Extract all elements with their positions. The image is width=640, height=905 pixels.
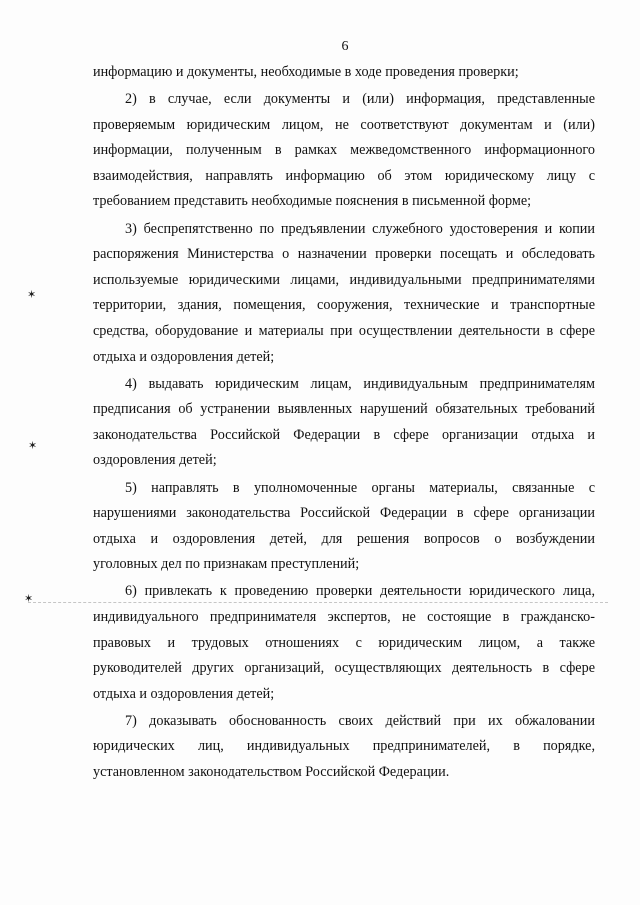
scan-speck-mark: ✶ — [28, 440, 38, 452]
text-line: установленном законодательством Российской Федерации. — [93, 764, 450, 781]
text-line: законодательства Российской Федерации в сфере организации отдыха и — [93, 426, 595, 443]
scan-speck-mark: ✶ — [24, 593, 34, 605]
text-line: взаимодействия, направлять информацию об этом юридическому лицу с — [93, 167, 595, 184]
text-line: 3) беспрепятственно по предъявлении служебного удостоверения и копии — [125, 220, 595, 237]
text-line: используемые юридическими лицами, индивидуальными предпринимателями — [93, 271, 595, 288]
text-line: уголовных дел по признакам преступлений; — [93, 556, 360, 573]
text-line: отдыха и оздоровления детей; — [93, 685, 275, 702]
text-line: средства, оборудование и материалы при осуществлении деятельности в сфере — [93, 322, 595, 339]
text-line: правовых и трудовых отношениях с юридическим лицом, а также — [93, 634, 595, 651]
text-line: 7) доказывать обоснованность своих действий при их обжаловании — [125, 712, 595, 729]
text-line: распоряжения Министерства о назначении проверки посещать и обследовать — [93, 246, 595, 263]
text-line: юридических лиц, индивидуальных предпринимателей, в порядке, — [93, 738, 595, 755]
text-line: индивидуального предпринимателя экспертов, не состоящие в гражданско- — [93, 608, 595, 625]
text-line: 6) привлекать к проведению проверки деятельности юридического лица, — [125, 583, 595, 600]
text-line: 4) выдавать юридическим лицам, индивидуальным предпринимателям — [125, 375, 595, 392]
text-line: 2) в случае, если документы и (или) информация, представленные — [125, 91, 595, 108]
text-line: отдыха и оздоровления детей, для решения вопросов о возбуждении — [93, 530, 595, 547]
text-line: предписания об устранении выявленных нарушений обязательных требований — [93, 401, 595, 418]
text-line: руководителей других организаций, осуществляющих деятельность в сфере — [93, 660, 595, 677]
text-line: проверяемым юридическим лицом, не соответствуют документам и (или) — [93, 116, 595, 133]
text-line: информацию и документы, необходимые в ходе проведения проверки; — [93, 64, 519, 80]
page-number: 6 — [341, 39, 349, 54]
text-line: территории, здания, помещения, сооружения, технические и транспортные — [93, 297, 595, 314]
text-line: требованием представить необходимые пояснения в письменной форме; — [93, 193, 532, 210]
scan-speck-mark: ✶ — [27, 289, 37, 301]
text-line: отдыха и оздоровления детей; — [93, 348, 275, 365]
text-line: информации, полученным в рамках межведомственного информационного — [93, 142, 595, 159]
text-line: 5) направлять в уполномоченные органы материалы, связанные с — [125, 479, 595, 496]
document-body — [93, 60, 595, 786]
text-line: оздоровления детей; — [93, 452, 217, 469]
text-line: нарушениями законодательства Российской Федерации в сфере организации — [93, 505, 595, 522]
